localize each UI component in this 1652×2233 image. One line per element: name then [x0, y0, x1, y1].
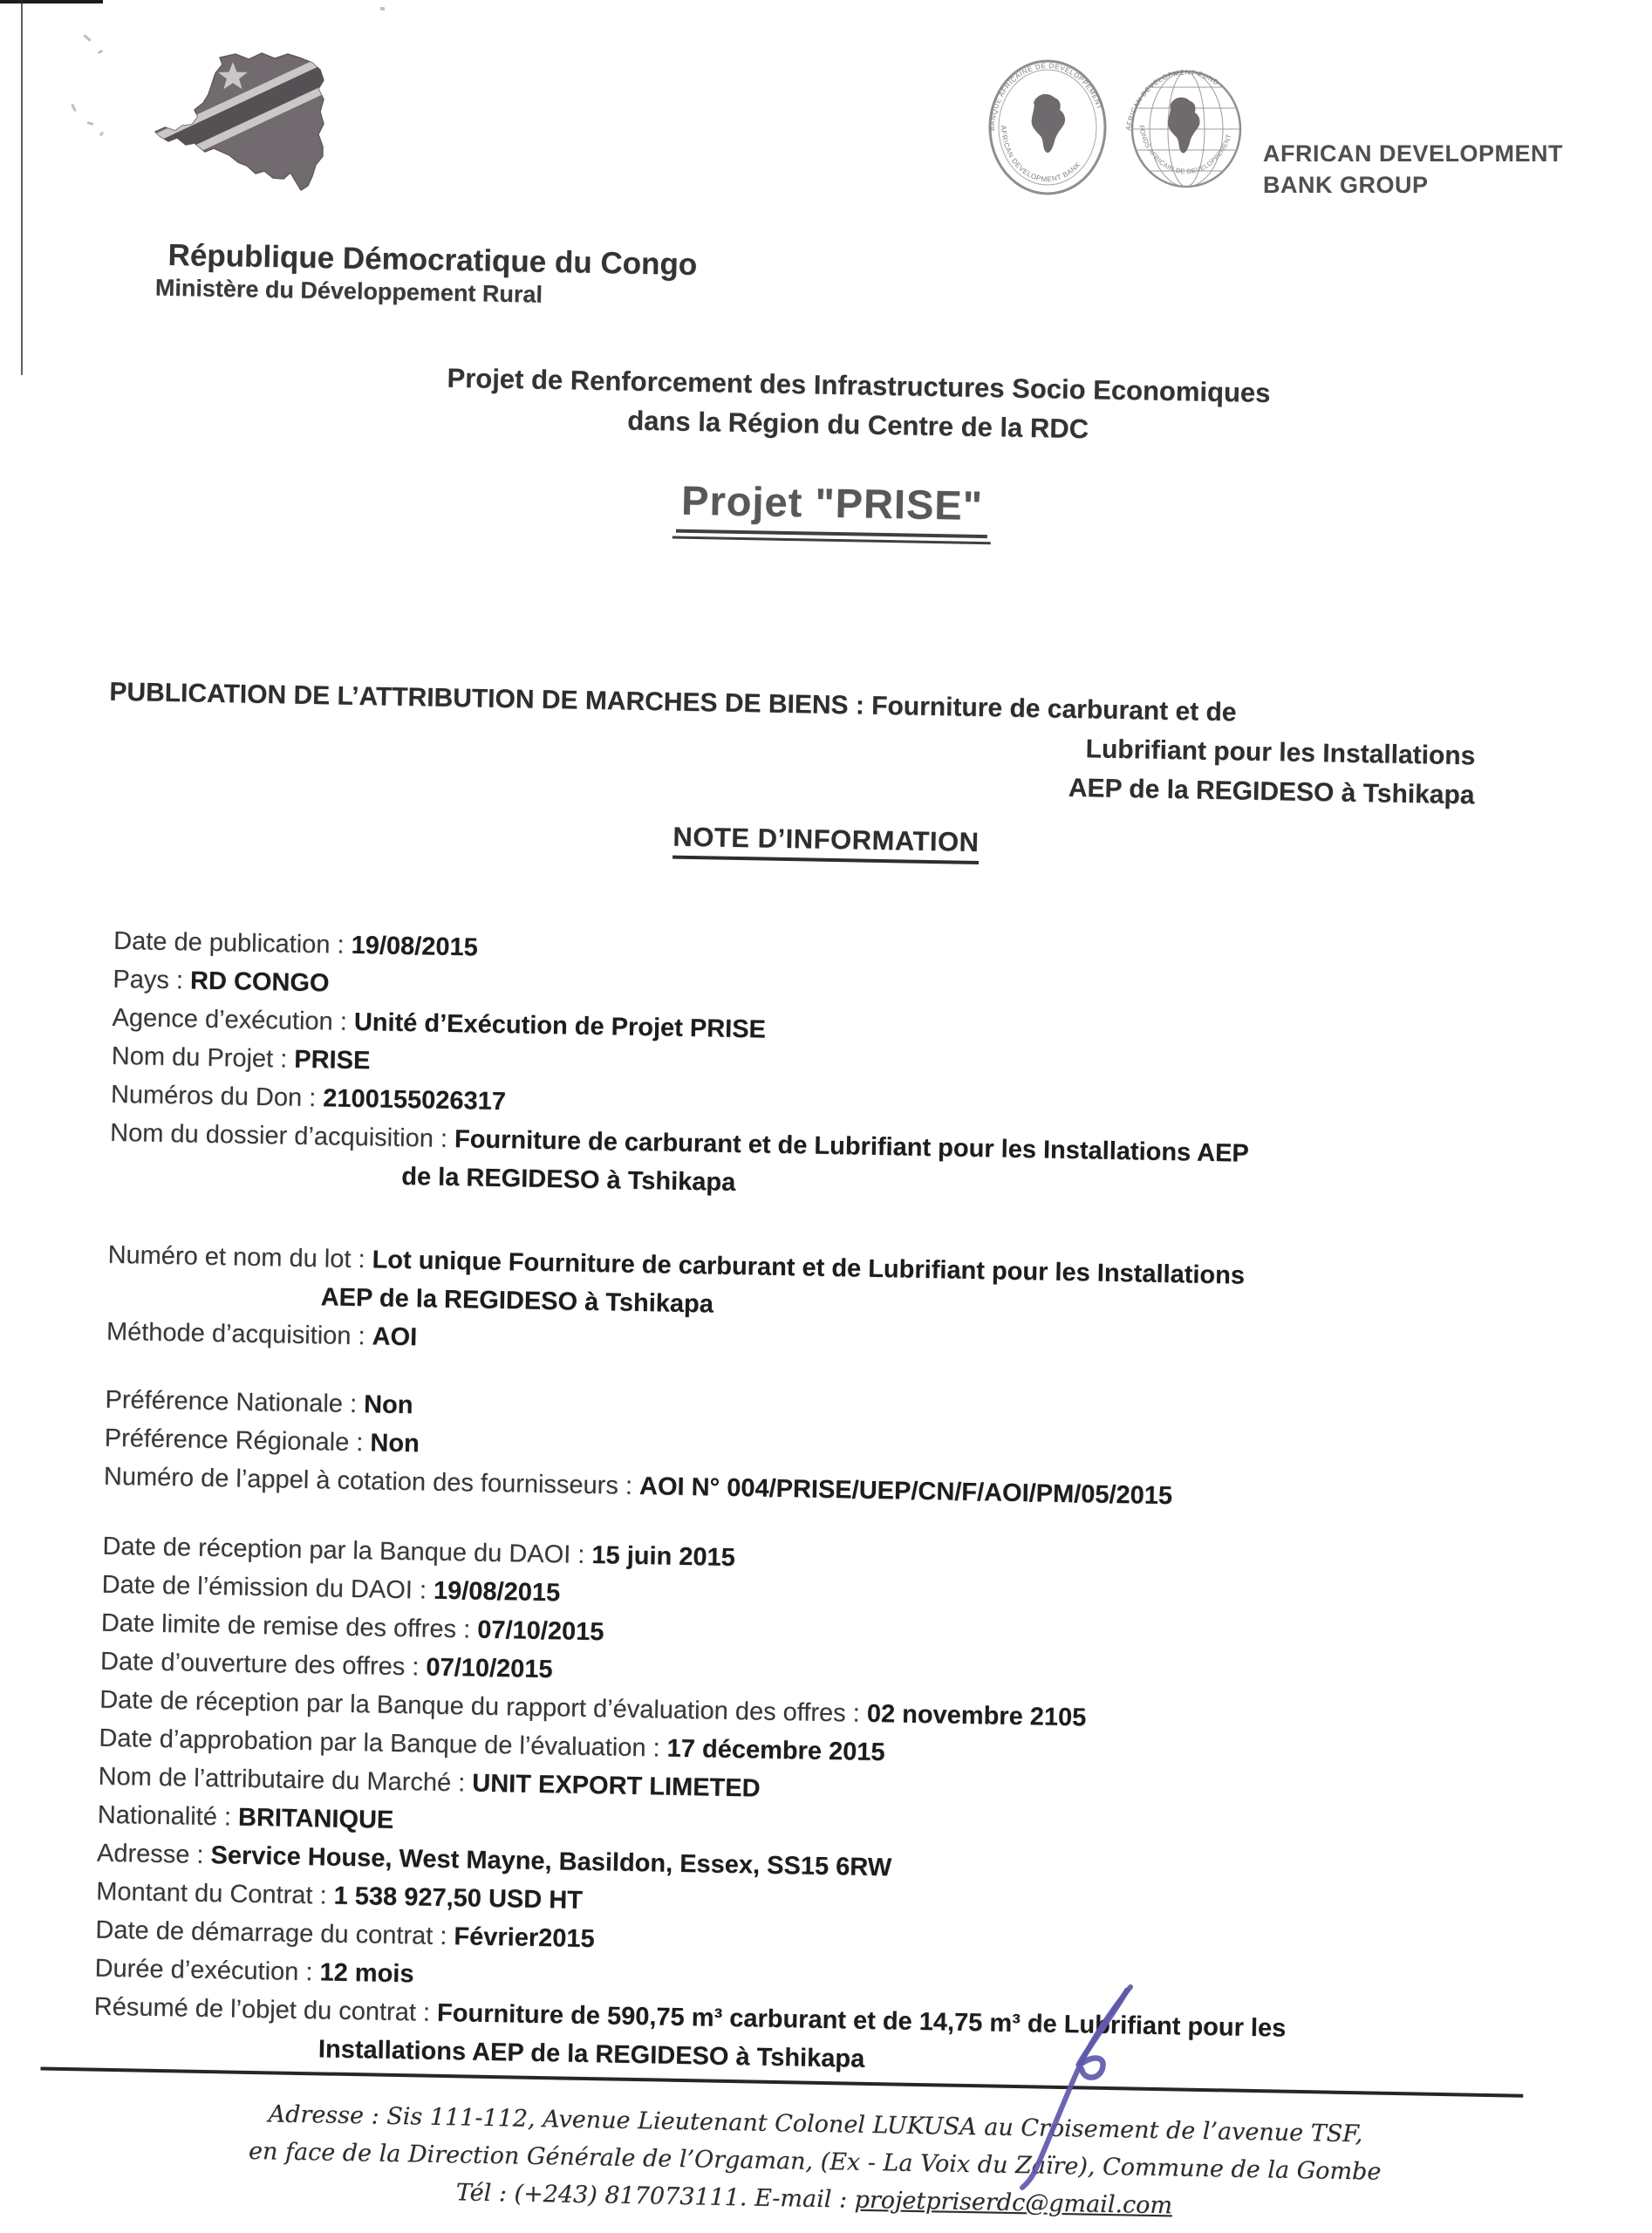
- country-title: République Démocratique du Congo: [167, 237, 698, 282]
- bank-group-line1: AFRICAN DEVELOPMENT: [1263, 140, 1564, 167]
- field-value: Service House, West Mayne, Basildon, Essex, SS15 6RW: [210, 1841, 892, 1882]
- field-value: Février2015: [454, 1922, 595, 1954]
- field-label: Nationalité :: [97, 1800, 232, 1832]
- field-label: Date de réception par la Banque du rapport d’évaluation des offres :: [99, 1685, 861, 1728]
- field-label: Date de démarrage du contrat :: [95, 1915, 447, 1951]
- seal-text: BANQUE AFRICAINE DE DEVELOPPEMENT: [987, 61, 1104, 132]
- field-value-continued: de la REGIDESO à Tshikapa: [401, 1162, 736, 1197]
- field-label: Nom de l’attributaire du Marché :: [98, 1762, 466, 1798]
- field-value-continued: Installations AEP de la REGIDESO à Tshikapa: [317, 2035, 865, 2073]
- note-title-wrap: [115, 811, 1537, 875]
- field-label: Agence d’exécution :: [112, 1003, 348, 1036]
- publication-line2: Lubrifiant pour les Installations: [1085, 734, 1476, 771]
- field-value: AOI: [372, 1322, 418, 1352]
- field-label: Date limite de remise des offres :: [100, 1608, 471, 1644]
- field-value: Fourniture de 590,75 m³ carburant et de 14,75 m³ de Lubrifiant pour les: [436, 1998, 1287, 2043]
- field-label: Date d’approbation par la Banque de l’évaluation :: [99, 1724, 660, 1763]
- field-value: Non: [370, 1429, 420, 1458]
- field-value: Unité d’Exécution de Projet PRISE: [353, 1007, 767, 1044]
- field-label: Adresse :: [96, 1839, 204, 1869]
- information-fields: [93, 922, 1535, 2091]
- project-line2: dans la Région du Centre de la RDC: [627, 405, 1089, 445]
- seal-text: AFRICAN DEVELOPMENT FUND: [1124, 68, 1221, 132]
- field-label: Résumé de l’objet du contrat :: [93, 1992, 431, 2027]
- project-title: Projet "PRISE": [675, 476, 988, 539]
- bank-group-line2: BANK GROUP: [1263, 172, 1429, 198]
- field-value: 12 mois: [319, 1958, 414, 1989]
- field-value: Non: [363, 1390, 413, 1420]
- field-value: 17 décembre 2015: [666, 1734, 885, 1767]
- footer-email: projetpriserdc@gmail.com: [854, 2186, 1173, 2220]
- publication-line3: AEP de la REGIDESO à Tshikapa: [1068, 773, 1475, 810]
- signature-ink: [1010, 1982, 1141, 2195]
- field-label: Nom du Projet :: [111, 1041, 288, 1074]
- field-label: Montant du Contrat :: [95, 1877, 327, 1910]
- project-line1: Projet de Renforcement des Infrastructures Socio Economiques: [447, 362, 1271, 409]
- project-heading: [123, 352, 1545, 457]
- field-value: UNIT EXPORT LIMETED: [472, 1769, 761, 1803]
- seal-text: FONDS AFRICAIN DE DEVELOPPEMENT: [1137, 124, 1233, 176]
- footer-line2: en face de la Direction Générale de l’Orgaman, (Ex - La Voix du Zaïre), Commune de la Gombe: [248, 2137, 1382, 2186]
- project-title-wrap: [121, 466, 1543, 549]
- field-value: 15 juin 2015: [591, 1541, 736, 1573]
- field-value: 19/08/2015: [433, 1576, 561, 1608]
- field-value: 07/10/2015: [426, 1653, 553, 1684]
- field-value: RD CONGO: [189, 966, 330, 998]
- field-label: Date d’ouverture des offres :: [99, 1647, 420, 1682]
- publication-heading: [107, 673, 1539, 816]
- field-value: BRITANIQUE: [237, 1803, 394, 1834]
- field-label: Date de réception par la Banque du DAOI :: [102, 1532, 585, 1569]
- field-value: 2100155026317: [323, 1084, 507, 1116]
- field-label: Durée d’exécution :: [94, 1954, 313, 1987]
- field-label: Préférence Régionale :: [104, 1424, 364, 1458]
- seal-text: AFRICAN DEVELOPMENT BANK: [999, 125, 1082, 184]
- publication-line1: PUBLICATION DE L’ATTRIBUTION DE MARCHES DE BIENS : Fourniture de carburant et de: [109, 677, 1237, 727]
- note-title: NOTE D’INFORMATION: [672, 822, 980, 864]
- footer-line1: Adresse : Sis 111-112, Avenue Lieutenant Colonel LUKUSA au Croisement de l’avenue TSF,: [268, 2100, 1363, 2148]
- footer-address-block: [91, 2093, 1513, 2231]
- field-label: Préférence Nationale :: [105, 1385, 358, 1419]
- field-value-continued: AEP de la REGIDESO à Tshikapa: [320, 1283, 714, 1319]
- field-label: Date de l’émission du DAOI :: [101, 1570, 427, 1605]
- field-label: Numéro et nom du lot :: [107, 1240, 365, 1274]
- institution-header: [154, 237, 1547, 328]
- field-value: AOI N° 004/PRISE/UEP/CN/F/AOI/PM/05/2015: [638, 1472, 1173, 1511]
- field-value: PRISE: [294, 1045, 371, 1076]
- field-label: Numéro de l’appel à cotation des fournisseurs :: [103, 1462, 633, 1500]
- field-value: 02 novembre 2105: [866, 1699, 1087, 1732]
- field-label: Numéros du Don :: [110, 1080, 317, 1113]
- field-value: Fourniture de carburant et de Lubrifiant pour les Installations AEP: [454, 1125, 1250, 1168]
- field-value: 07/10/2015: [476, 1615, 604, 1647]
- field-label: Méthode d’acquisition :: [106, 1317, 365, 1351]
- field-value: 19/08/2015: [351, 931, 479, 962]
- field-value: Lot unique Fourniture de carburant et de Lubrifiant pour les Installations: [372, 1246, 1246, 1290]
- field-label: Pays :: [113, 965, 184, 995]
- footer-line3-prefix: Tél : (+243) 817073111. E-mail :: [455, 2179, 855, 2214]
- field-label: Date de publication :: [113, 926, 345, 959]
- field-label: Nom du dossier d’acquisition :: [109, 1118, 448, 1153]
- field-value: 1 538 927,50 USD HT: [333, 1881, 584, 1915]
- ministry-title: Ministère du Développement Rural: [154, 274, 543, 308]
